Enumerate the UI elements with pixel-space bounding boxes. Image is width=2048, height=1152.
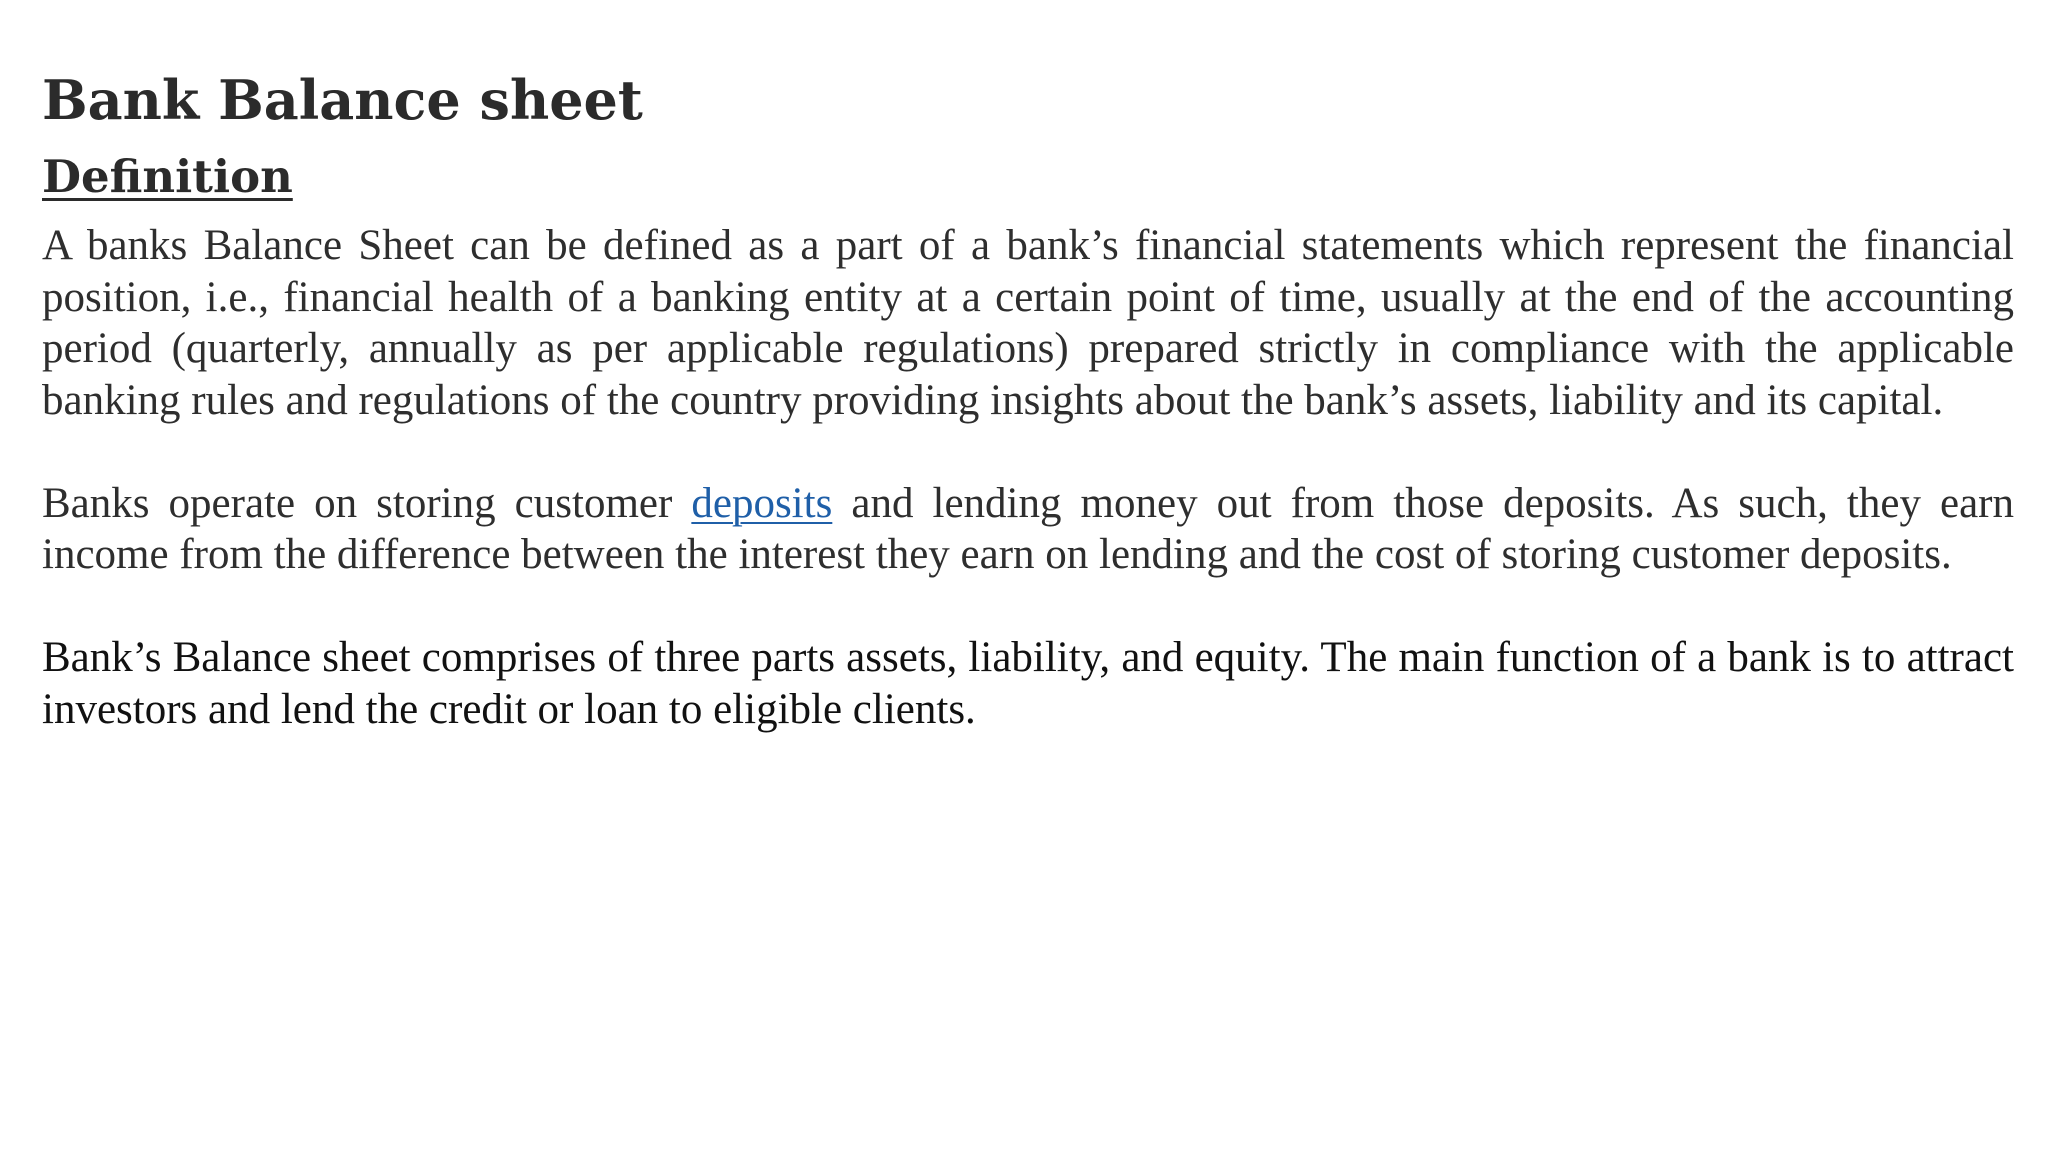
paragraph-balance-sheet-parts: Bank’s Balance sheet comprises of three parts assets, liability, and equity. The main function of a bank is to attract investors and lend the credit or loan to eligible clients. bbox=[42, 634, 2014, 733]
paragraph-definition: A banks Balance Sheet can be defined as a part of a bank’s financial statements which represent the financial position, i.e., financial health of a banking entity at a certain point of time, usually at the end of the accounting period (quarterly, annually as per applicable regulations) prepared strictly in compliance with the applicable banking rules and regulations of the country providing insights about the bank’s assets, liability and its capital. bbox=[42, 222, 2014, 424]
deposits-link[interactable]: deposits bbox=[691, 479, 833, 527]
paragraph-deposits-text-after: and lending money out from those deposits. As such, they earn income from the difference between the interest they earn on lending and the cost of storing customer deposits. bbox=[42, 479, 2014, 578]
paragraph-deposits-text-before: Banks operate on storing customer bbox=[42, 479, 692, 527]
spacer bbox=[42, 212, 2014, 220]
paragraph-deposits bbox=[42, 478, 2014, 581]
document-page bbox=[42, 58, 2014, 735]
page-title: Bank Balance sheet bbox=[42, 68, 643, 132]
section-heading-definition: Definition bbox=[42, 150, 293, 203]
